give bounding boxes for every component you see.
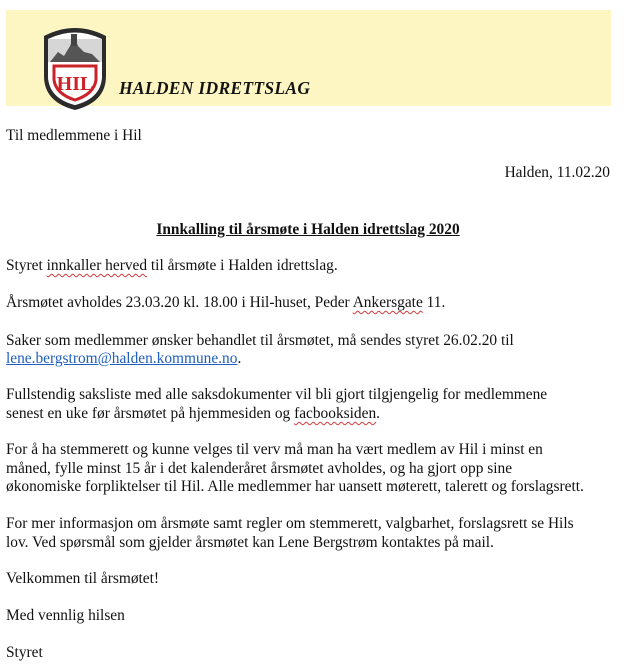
paragraph-6-line-1: For mer informasjon om årsmøte samt regler om stemmerett, valgbarhet, forslagsrett se Hils (6, 515, 574, 532)
p4-text-c: . (376, 405, 380, 422)
place-date: Halden, 11.02.20 (504, 164, 610, 181)
paragraph-1 (6, 256, 338, 276)
paragraph-4-line-1: Fullstendig saksliste med alle saksdokumenter vil bli gjort tilgjengelig for medlemmene (6, 386, 548, 403)
salutation: Til medlemmene i Hil (6, 127, 142, 144)
signature: Styret (6, 644, 43, 661)
email-link[interactable]: lene.bergstrom@halden.kommune.no (6, 350, 238, 367)
paragraph-3-line-2 (6, 349, 241, 369)
club-name: HALDEN IDRETTSLAG (119, 78, 311, 98)
paragraph-5-line-3: økonomiske forpliktelser til Hil. Alle medlemmer har uansett møterett, talerett og forslagsrett. (6, 478, 584, 495)
closing-line: Med vennlig hilsen (6, 607, 125, 624)
welcome-line: Velkommen til årsmøtet! (6, 570, 160, 587)
p3-tail: . (237, 350, 242, 367)
paragraph-5-line-1: For å ha stemmerett og kunne velges til verv må man ha vært medlem av Hil i minst en (6, 441, 543, 458)
logo-letters: HIL (56, 73, 94, 95)
letterhead-band (6, 10, 611, 106)
p2-text-a: Årsmøtet avholdes 23.03.20 kl. 18.00 i Hil-huset, Peder (6, 294, 353, 311)
p4-spellcheck-word: facbooksiden (294, 405, 377, 422)
letter-heading: Innkalling til årsmøte i Halden idrettslag 2020 (156, 221, 460, 238)
p2-text-c: 11. (422, 294, 446, 311)
paragraph-5-line-2: måned, fylle minst 15 år i det kalenderåret årsmøtet avholdes, og ha gjort opp sine (6, 460, 513, 477)
paragraph-6-line-2: lov. Ved spørsmål som gjelder årsmøtet kan Lene Bergstrøm kontaktes på mail. (6, 534, 494, 551)
p1-text-c: til årsmøte i Halden idrettslag. (147, 257, 338, 274)
paragraph-4-line-2 (6, 404, 380, 424)
paragraph-2 (6, 293, 445, 313)
p4-text-a: senest en uke før årsmøtet på hjemmesiden og (6, 405, 295, 422)
p2-spellcheck-word: Ankersgate (352, 294, 423, 311)
paragraph-3-line-1: Saker som medlemmer ønsker behandlet til årsmøtet, må sendes styret 26.02.20 til (6, 332, 514, 349)
club-crest-logo (40, 22, 110, 112)
p1-spellcheck-word: innkaller herved (46, 257, 148, 274)
p1-text-a: Styret (6, 257, 47, 274)
